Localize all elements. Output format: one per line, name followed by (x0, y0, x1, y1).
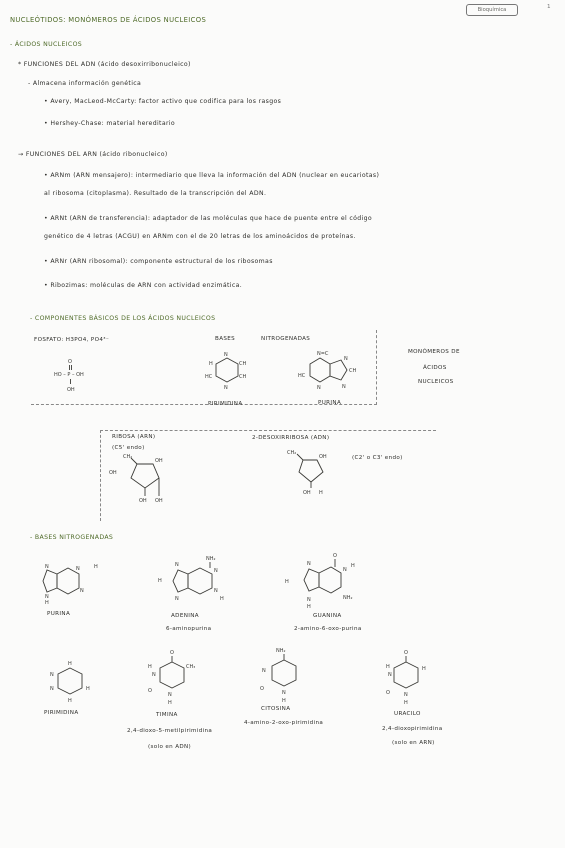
svg-text:N: N (388, 672, 392, 678)
adenina-systematic-name: 6-aminopurina (166, 626, 212, 632)
svg-text:NH₂: NH₂ (276, 648, 286, 654)
svg-text:H: H (68, 661, 72, 667)
page-title: NUCLEÓTIDOS: MONÓMEROS DE ÁCIDOS NUCLEICOS (10, 16, 207, 24)
svg-text:O: O (68, 359, 72, 365)
svg-text:N: N (282, 690, 286, 696)
svg-text:N: N (45, 594, 49, 600)
arnt-line-2: genético de 4 letras (ACGU) en ARNm con el de 20 letras de los aminoácidos de proteínas. (44, 233, 356, 240)
citosina-label: CITOSINA (261, 706, 291, 712)
svg-text:N: N (343, 567, 347, 573)
section-bases-nitrogenadas: - BASES NITROGENADAS (30, 534, 114, 541)
svg-text:H: H (282, 698, 286, 704)
pirimidina-label: PIRIMIDINA (208, 401, 243, 407)
svg-text:H: H (68, 698, 72, 704)
svg-text:H: H (351, 563, 355, 569)
svg-text:OH: OH (319, 454, 327, 460)
svg-text:N: N (307, 597, 311, 603)
purine-ring (300, 350, 370, 392)
svg-text:H: H (307, 604, 311, 610)
deoxyribose-structure (285, 448, 345, 496)
desoxirribosa-conformation: (C2' o C3' endo) (352, 455, 403, 461)
svg-text:N: N (307, 561, 311, 567)
purina-label: PURINA (318, 400, 342, 406)
svg-text:N: N (50, 672, 54, 678)
svg-text:H: H (168, 700, 172, 706)
phosphate-structure (54, 358, 120, 398)
svg-text:O: O (148, 688, 152, 694)
svg-text:H: H (148, 664, 152, 670)
svg-text:O: O (170, 650, 174, 656)
svg-text:OH: OH (155, 458, 163, 464)
svg-text:N: N (262, 668, 266, 674)
purina-base-structure (42, 560, 104, 606)
svg-text:N: N (80, 588, 84, 594)
svg-text:H: H (209, 361, 213, 367)
svg-text:N: N (175, 562, 179, 568)
svg-text:N: N (224, 385, 228, 391)
svg-text:N: N (152, 672, 156, 678)
svg-text:H: H (422, 666, 426, 672)
uracilo-systematic-name: 2,4-dioxopirimidina (382, 726, 443, 732)
svg-text:N: N (168, 692, 172, 698)
svg-text:HO – P – OH: HO – P – OH (54, 372, 84, 378)
svg-text:N: N (224, 352, 228, 358)
svg-text:O: O (333, 553, 337, 559)
svg-text:H: H (45, 600, 49, 606)
svg-text:CH: CH (239, 361, 247, 367)
svg-text:N: N (344, 356, 348, 362)
desoxirribosa-label: 2-DESOXIRRIBOSA (ADN) (252, 435, 330, 441)
guanina-systematic-name: 2-amino-6-oxo-purina (294, 626, 362, 632)
monomeros-label-2: ÁCIDOS (423, 365, 447, 371)
svg-text:OH: OH (303, 490, 311, 496)
monomeros-label-3: NUCLEICOS (418, 379, 454, 385)
svg-text:CH: CH (349, 368, 357, 374)
purina-base-label: PURINA (47, 611, 71, 617)
svg-text:H: H (158, 578, 162, 584)
svg-text:N=C: N=C (317, 351, 329, 357)
ribozimas-item: • Ribozimas: moléculas de ARN con actividad enzimática. (44, 282, 243, 289)
citosina-systematic-name: 4-amino-2-oxo-pirimidina (244, 720, 324, 726)
arnt-line-1: • ARNt (ARN de transferencia): adaptador de las moléculas que hace de puente entre el código (44, 215, 373, 222)
timina-note: (solo en ADN) (148, 744, 192, 750)
page-corner-mark: 1 (547, 4, 551, 10)
svg-text:N: N (214, 588, 218, 594)
arn-functions-heading: → FUNCIONES DEL ARN (ácido ribonucleico) (18, 151, 168, 158)
svg-text:N: N (175, 596, 179, 602)
section-componentes: - COMPONENTES BÁSICOS DE LOS ÁCIDOS NUCLEICOS (30, 315, 216, 322)
timina-structure (148, 650, 208, 706)
section-acidos-nucleicos: - ÁCIDOS NUCLEICOS (10, 41, 83, 48)
citosina-structure (260, 648, 320, 704)
svg-text:N: N (50, 686, 54, 692)
svg-text:N: N (76, 566, 80, 572)
svg-text:N: N (342, 384, 346, 390)
svg-text:NH₂: NH₂ (343, 595, 353, 601)
svg-text:N: N (317, 385, 321, 391)
uracilo-note: (solo en ARN) (392, 740, 435, 746)
arnm-line-1: • ARNm (ARN mensajero): intermediario que lleva la información del ADN (nuclear en eucariotas) (44, 172, 380, 179)
timina-systematic-name: 2,4-dioxo-5-metilpirimidina (127, 728, 213, 734)
monomeros-label-1: MONÓMEROS DE (408, 349, 460, 355)
arnr-item: • ARNr (ARN ribosomal): componente estructural de los ribosomas (44, 258, 273, 265)
guanina-structure (285, 553, 370, 608)
svg-text:NH₂: NH₂ (206, 556, 216, 562)
svg-text:H: H (285, 579, 289, 585)
arnm-line-2: al ribosoma (citoplasma). Resultado de la transcripción del ADN. (44, 190, 267, 197)
pirimidina-base-structure (48, 660, 98, 704)
svg-text:O: O (260, 686, 264, 692)
uracilo-label: URACILO (394, 711, 421, 717)
guanina-label: GUANINA (313, 613, 342, 619)
adn-function-item: - Almacena información genética (28, 80, 142, 87)
svg-text:CH₂: CH₂ (287, 450, 297, 456)
subject-tag: Bioquímica (466, 4, 518, 16)
ribose-structure (109, 454, 185, 504)
bases-heading-a: BASES (215, 336, 236, 342)
svg-text:HC: HC (205, 374, 213, 380)
svg-text:H: H (386, 664, 390, 670)
timina-label: TIMINA (156, 712, 178, 718)
svg-text:CH: CH (239, 374, 247, 380)
adenina-label: ADENINA (171, 613, 199, 619)
svg-text:CH₃: CH₃ (186, 664, 196, 670)
svg-text:H: H (220, 596, 224, 602)
uracilo-structure (386, 650, 446, 706)
svg-text:OH: OH (155, 498, 163, 504)
svg-text:HC: HC (298, 373, 306, 379)
ribosa-conformation: (C5' endo) (112, 445, 145, 451)
adenina-structure (158, 556, 238, 606)
svg-text:H: H (94, 564, 98, 570)
adn-evidence-avery: • Avery, MacLeod-McCarty: factor activo que codifica para los rasgos (44, 98, 282, 105)
ribosa-label: RIBOSA (ARN) (112, 434, 156, 440)
svg-text:OH: OH (67, 387, 75, 393)
svg-text:CH₂: CH₂ (123, 454, 133, 460)
bases-heading-b: NITROGENADAS (261, 336, 311, 342)
svg-text:OH: OH (139, 498, 147, 504)
pirimidina-base-label: PIRIMIDINA (44, 710, 79, 716)
pyrimidine-ring (205, 352, 255, 392)
svg-text:N: N (404, 692, 408, 698)
svg-text:H: H (404, 700, 408, 706)
fosfato-label: FOSFATO: H3PO4, PO4³⁻ (34, 337, 110, 343)
svg-text:H: H (319, 490, 323, 496)
svg-text:O: O (404, 650, 408, 656)
adn-evidence-hershey: • Hershey-Chase: material hereditario (44, 120, 176, 127)
svg-text:O: O (386, 690, 390, 696)
svg-text:N: N (45, 564, 49, 570)
svg-text:N: N (214, 568, 218, 574)
svg-text:H: H (86, 686, 90, 692)
svg-text:OH: OH (109, 470, 117, 476)
adn-functions-heading: * FUNCIONES DEL ADN (ácido desoxirribonucleico) (18, 61, 191, 68)
